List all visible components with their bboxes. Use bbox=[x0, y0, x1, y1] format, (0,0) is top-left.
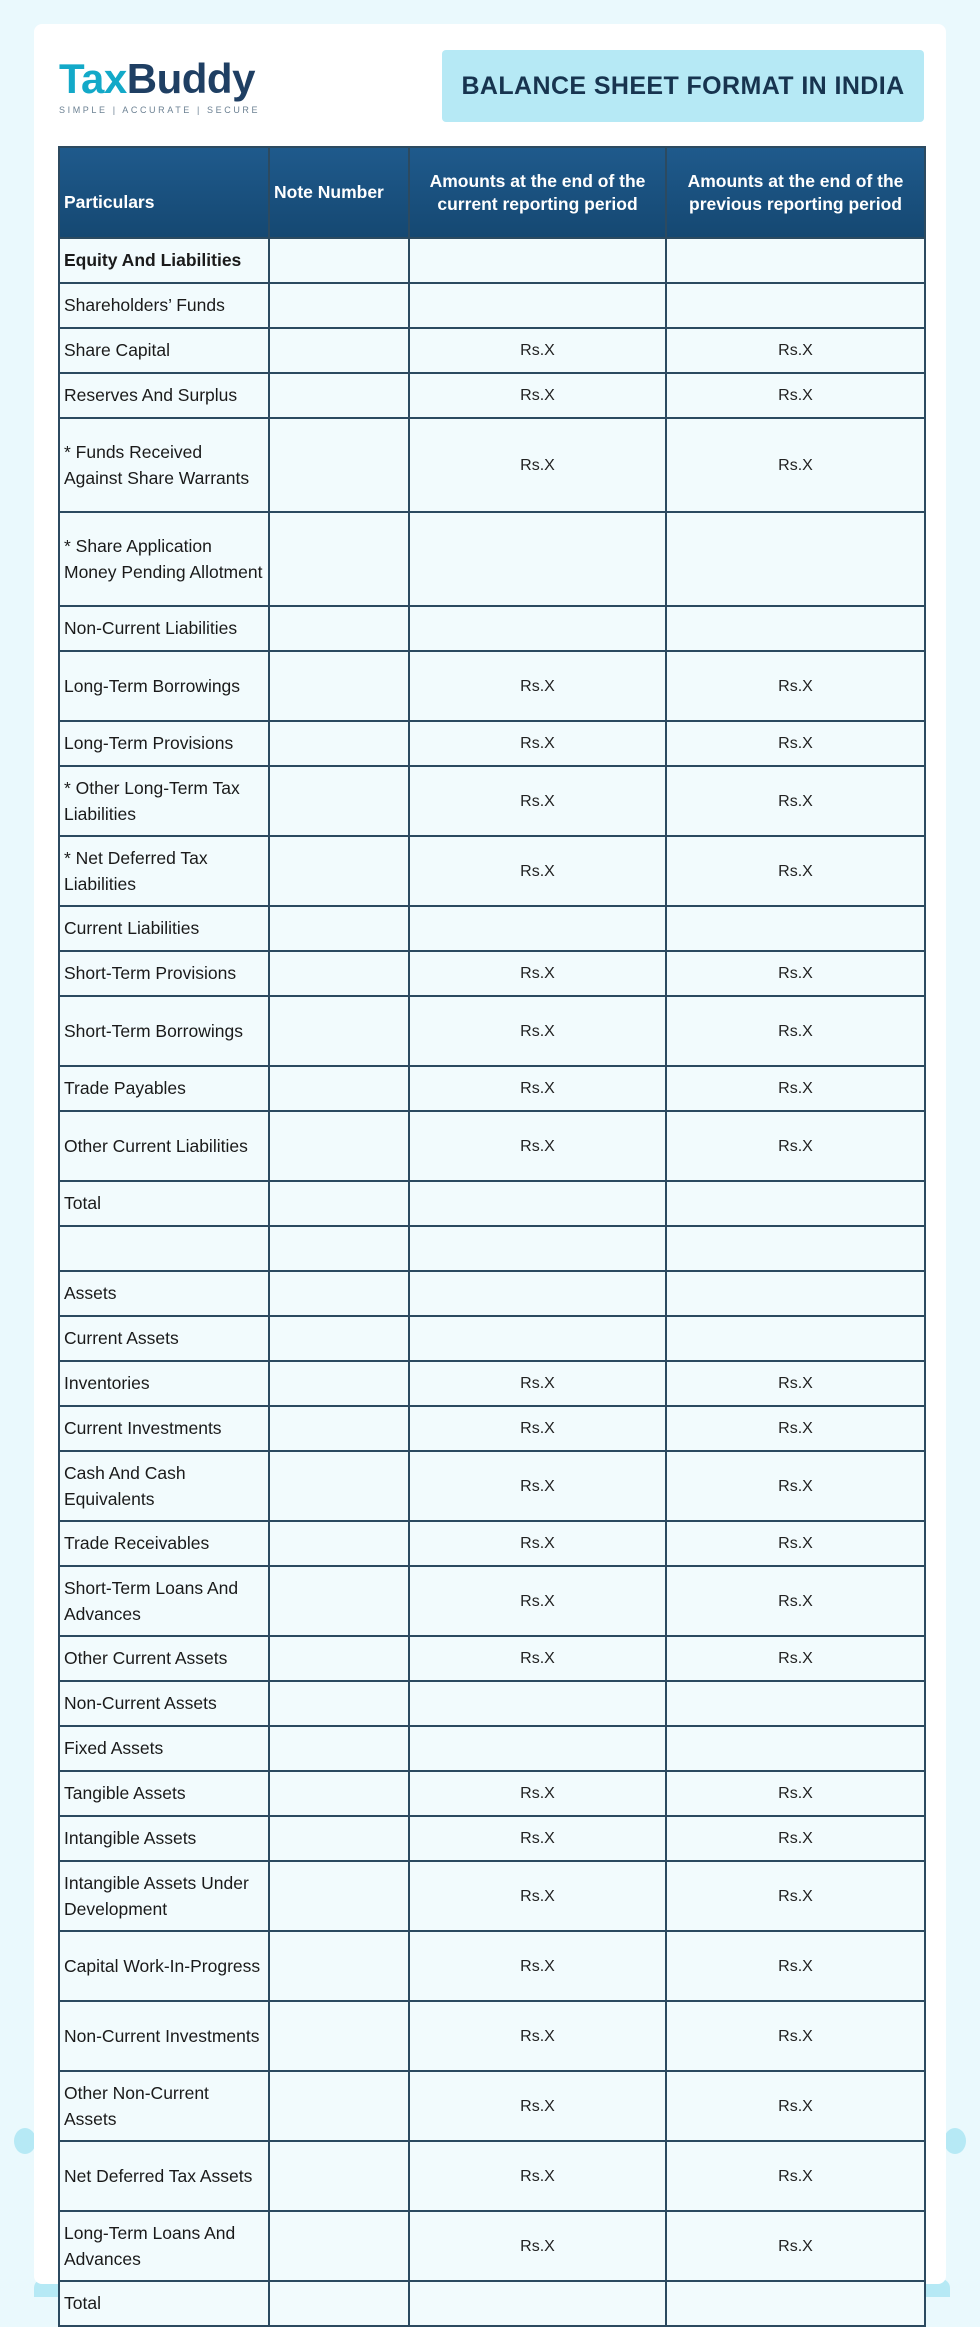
balance-sheet-card bbox=[34, 24, 946, 2314]
cell-particular: Short-Term Loans And Advances bbox=[59, 1566, 269, 1636]
cell-note-number bbox=[269, 512, 409, 606]
cell-current-amount: Rs.X bbox=[409, 996, 666, 1066]
cell-current-amount: Rs.X bbox=[409, 1406, 666, 1451]
table-row bbox=[59, 1636, 925, 1681]
header-row bbox=[59, 147, 925, 238]
cell-previous-amount: Rs.X bbox=[666, 1111, 925, 1181]
cell-particular: Long-Term Borrowings bbox=[59, 651, 269, 721]
cell-note-number bbox=[269, 1566, 409, 1636]
cell-current-amount: Rs.X bbox=[409, 1931, 666, 2001]
cell-previous-amount: Rs.X bbox=[666, 2211, 925, 2281]
table-row bbox=[59, 996, 925, 1066]
cell-note-number bbox=[269, 418, 409, 512]
cell-note-number bbox=[269, 2001, 409, 2071]
cell-particular: Short-Term Provisions bbox=[59, 951, 269, 996]
cell-note-number bbox=[269, 1861, 409, 1931]
cell-current-amount: Rs.X bbox=[409, 1451, 666, 1521]
cell-current-amount bbox=[409, 238, 666, 283]
cell-current-amount: Rs.X bbox=[409, 1361, 666, 1406]
cell-note-number bbox=[269, 721, 409, 766]
cell-particular: Short-Term Borrowings bbox=[59, 996, 269, 1066]
cell-current-amount: Rs.X bbox=[409, 721, 666, 766]
table-row bbox=[59, 2071, 925, 2141]
cell-particular: Net Deferred Tax Assets bbox=[59, 2141, 269, 2211]
taxbuddy-logo bbox=[59, 55, 261, 115]
table-row bbox=[59, 238, 925, 283]
table-row bbox=[59, 2281, 925, 2326]
cell-particular: Trade Payables bbox=[59, 1066, 269, 1111]
cell-current-amount bbox=[409, 1226, 666, 1271]
table-body bbox=[59, 238, 925, 2326]
header-current-period: Amounts at the end of the current reporting period bbox=[409, 147, 666, 238]
cell-previous-amount: Rs.X bbox=[666, 373, 925, 418]
cell-current-amount: Rs.X bbox=[409, 1111, 666, 1181]
cell-current-amount: Rs.X bbox=[409, 2211, 666, 2281]
cell-particular: * Other Long-Term Tax Liabilities bbox=[59, 766, 269, 836]
logo-word-buddy: Buddy bbox=[126, 55, 255, 102]
cell-current-amount: Rs.X bbox=[409, 766, 666, 836]
cell-previous-amount: Rs.X bbox=[666, 951, 925, 996]
cell-note-number bbox=[269, 1521, 409, 1566]
cell-particular: Total bbox=[59, 1181, 269, 1226]
cell-note-number bbox=[269, 373, 409, 418]
table-row bbox=[59, 1521, 925, 1566]
cell-note-number bbox=[269, 651, 409, 721]
cell-current-amount: Rs.X bbox=[409, 2141, 666, 2211]
table-row bbox=[59, 1271, 925, 1316]
cell-note-number bbox=[269, 766, 409, 836]
cell-previous-amount bbox=[666, 2281, 925, 2326]
cell-particular: Capital Work-In-Progress bbox=[59, 1931, 269, 2001]
table-row bbox=[59, 2211, 925, 2281]
cell-particular: Fixed Assets bbox=[59, 1726, 269, 1771]
cell-particular bbox=[59, 1226, 269, 1271]
cell-previous-amount: Rs.X bbox=[666, 996, 925, 1066]
cell-particular: Shareholders’ Funds bbox=[59, 283, 269, 328]
cell-note-number bbox=[269, 1726, 409, 1771]
table-row bbox=[59, 328, 925, 373]
table-row bbox=[59, 1066, 925, 1111]
cell-previous-amount: Rs.X bbox=[666, 766, 925, 836]
cell-particular: Current Investments bbox=[59, 1406, 269, 1451]
cell-note-number bbox=[269, 328, 409, 373]
decoration-side-right bbox=[944, 2128, 966, 2154]
cell-note-number bbox=[269, 1316, 409, 1361]
cell-current-amount: Rs.X bbox=[409, 1066, 666, 1111]
cell-note-number bbox=[269, 1636, 409, 1681]
cell-current-amount: Rs.X bbox=[409, 836, 666, 906]
table-row bbox=[59, 2141, 925, 2211]
table-row bbox=[59, 283, 925, 328]
cell-previous-amount: Rs.X bbox=[666, 1521, 925, 1566]
cell-previous-amount: Rs.X bbox=[666, 1406, 925, 1451]
cell-current-amount bbox=[409, 1681, 666, 1726]
cell-current-amount bbox=[409, 606, 666, 651]
cell-current-amount bbox=[409, 283, 666, 328]
cell-previous-amount: Rs.X bbox=[666, 1636, 925, 1681]
table-row bbox=[59, 1316, 925, 1361]
cell-particular: Tangible Assets bbox=[59, 1771, 269, 1816]
cell-particular: * Share Application Money Pending Allotment bbox=[59, 512, 269, 606]
cell-particular: Reserves And Surplus bbox=[59, 373, 269, 418]
cell-particular: Share Capital bbox=[59, 328, 269, 373]
cell-current-amount: Rs.X bbox=[409, 328, 666, 373]
cell-current-amount bbox=[409, 1181, 666, 1226]
cell-current-amount bbox=[409, 1726, 666, 1771]
cell-previous-amount bbox=[666, 1181, 925, 1226]
title-banner bbox=[442, 50, 924, 122]
logo-word-tax: Tax bbox=[59, 55, 127, 102]
cell-previous-amount bbox=[666, 1726, 925, 1771]
cell-particular: Other Current Liabilities bbox=[59, 1111, 269, 1181]
cell-particular: Equity And Liabilities bbox=[59, 238, 269, 283]
cell-note-number bbox=[269, 1111, 409, 1181]
cell-previous-amount bbox=[666, 512, 925, 606]
table-row bbox=[59, 512, 925, 606]
cell-note-number bbox=[269, 2141, 409, 2211]
cell-current-amount: Rs.X bbox=[409, 1816, 666, 1861]
cell-particular: Intangible Assets bbox=[59, 1816, 269, 1861]
cell-current-amount: Rs.X bbox=[409, 2071, 666, 2141]
cell-previous-amount bbox=[666, 906, 925, 951]
table-row bbox=[59, 1451, 925, 1521]
cell-previous-amount: Rs.X bbox=[666, 2071, 925, 2141]
table-row bbox=[59, 1361, 925, 1406]
cell-note-number bbox=[269, 238, 409, 283]
cell-current-amount bbox=[409, 906, 666, 951]
cell-note-number bbox=[269, 1271, 409, 1316]
cell-note-number bbox=[269, 951, 409, 996]
cell-particular: Assets bbox=[59, 1271, 269, 1316]
cell-current-amount bbox=[409, 1316, 666, 1361]
cell-current-amount: Rs.X bbox=[409, 1521, 666, 1566]
cell-current-amount: Rs.X bbox=[409, 1566, 666, 1636]
cell-note-number bbox=[269, 606, 409, 651]
cell-current-amount bbox=[409, 512, 666, 606]
header-previous-period: Amounts at the end of the previous reporting period bbox=[666, 147, 925, 238]
table-row bbox=[59, 1226, 925, 1271]
cell-note-number bbox=[269, 2281, 409, 2326]
table-row bbox=[59, 606, 925, 651]
table-row bbox=[59, 1726, 925, 1771]
cell-previous-amount: Rs.X bbox=[666, 721, 925, 766]
cell-particular: * Net Deferred Tax Liabilities bbox=[59, 836, 269, 906]
cell-previous-amount: Rs.X bbox=[666, 1066, 925, 1111]
cell-previous-amount bbox=[666, 283, 925, 328]
cell-note-number bbox=[269, 1931, 409, 2001]
table-row bbox=[59, 1816, 925, 1861]
cell-current-amount: Rs.X bbox=[409, 2001, 666, 2071]
cell-current-amount: Rs.X bbox=[409, 1861, 666, 1931]
cell-note-number bbox=[269, 1361, 409, 1406]
logo-tagline: SIMPLE | ACCURATE | SECURE bbox=[59, 105, 261, 115]
cell-current-amount: Rs.X bbox=[409, 418, 666, 512]
table-row bbox=[59, 651, 925, 721]
table-header bbox=[59, 147, 925, 238]
cell-note-number bbox=[269, 1816, 409, 1861]
cell-current-amount: Rs.X bbox=[409, 1636, 666, 1681]
cell-previous-amount bbox=[666, 1271, 925, 1316]
header-note-number: Note Number bbox=[269, 147, 409, 238]
cell-previous-amount: Rs.X bbox=[666, 2001, 925, 2071]
cell-note-number bbox=[269, 1451, 409, 1521]
table-row bbox=[59, 1406, 925, 1451]
cell-note-number bbox=[269, 836, 409, 906]
cell-previous-amount: Rs.X bbox=[666, 1361, 925, 1406]
cell-particular: Other Non-Current Assets bbox=[59, 2071, 269, 2141]
cell-particular: Current Liabilities bbox=[59, 906, 269, 951]
cell-previous-amount: Rs.X bbox=[666, 328, 925, 373]
cell-previous-amount: Rs.X bbox=[666, 1931, 925, 2001]
cell-previous-amount bbox=[666, 1681, 925, 1726]
cell-particular: Long-Term Provisions bbox=[59, 721, 269, 766]
table-row bbox=[59, 836, 925, 906]
cell-previous-amount: Rs.X bbox=[666, 1861, 925, 1931]
cell-particular: * Funds Received Against Share Warrants bbox=[59, 418, 269, 512]
cell-current-amount: Rs.X bbox=[409, 951, 666, 996]
cell-note-number bbox=[269, 1226, 409, 1271]
cell-particular: Intangible Assets Under Development bbox=[59, 1861, 269, 1931]
cell-note-number bbox=[269, 2071, 409, 2141]
cell-current-amount bbox=[409, 1271, 666, 1316]
cell-particular: Inventories bbox=[59, 1361, 269, 1406]
cell-particular: Non-Current Investments bbox=[59, 2001, 269, 2071]
cell-particular: Cash And Cash Equivalents bbox=[59, 1451, 269, 1521]
cell-particular: Current Assets bbox=[59, 1316, 269, 1361]
cell-note-number bbox=[269, 1681, 409, 1726]
table-row bbox=[59, 1931, 925, 2001]
table-row bbox=[59, 766, 925, 836]
cell-previous-amount: Rs.X bbox=[666, 836, 925, 906]
logo-wordmark bbox=[59, 55, 260, 102]
table-row bbox=[59, 373, 925, 418]
cell-previous-amount bbox=[666, 1226, 925, 1271]
table-row bbox=[59, 1771, 925, 1816]
cell-note-number bbox=[269, 2211, 409, 2281]
header-particulars: Particulars bbox=[59, 147, 269, 238]
cell-current-amount bbox=[409, 2281, 666, 2326]
cell-previous-amount: Rs.X bbox=[666, 1816, 925, 1861]
cell-particular: Other Current Assets bbox=[59, 1636, 269, 1681]
cell-current-amount: Rs.X bbox=[409, 1771, 666, 1816]
cell-note-number bbox=[269, 996, 409, 1066]
cell-note-number bbox=[269, 283, 409, 328]
table-row bbox=[59, 418, 925, 512]
cell-current-amount: Rs.X bbox=[409, 651, 666, 721]
cell-note-number bbox=[269, 1771, 409, 1816]
table-row bbox=[59, 1566, 925, 1636]
table-row bbox=[59, 906, 925, 951]
cell-particular: Total bbox=[59, 2281, 269, 2326]
cell-particular: Non-Current Liabilities bbox=[59, 606, 269, 651]
table-row bbox=[59, 1861, 925, 1931]
balance-sheet-table bbox=[58, 146, 926, 2327]
cell-particular: Non-Current Assets bbox=[59, 1681, 269, 1726]
table-row bbox=[59, 721, 925, 766]
page-title: BALANCE SHEET FORMAT IN INDIA bbox=[461, 71, 905, 100]
table-row bbox=[59, 1111, 925, 1181]
cell-particular: Long-Term Loans And Advances bbox=[59, 2211, 269, 2281]
cell-previous-amount bbox=[666, 1316, 925, 1361]
cell-previous-amount: Rs.X bbox=[666, 1451, 925, 1521]
cell-previous-amount: Rs.X bbox=[666, 418, 925, 512]
cell-previous-amount: Rs.X bbox=[666, 2141, 925, 2211]
cell-previous-amount: Rs.X bbox=[666, 1566, 925, 1636]
table-row bbox=[59, 2001, 925, 2071]
decoration-side-left bbox=[14, 2128, 36, 2154]
cell-particular: Trade Receivables bbox=[59, 1521, 269, 1566]
cell-current-amount: Rs.X bbox=[409, 373, 666, 418]
cell-previous-amount: Rs.X bbox=[666, 1771, 925, 1816]
cell-note-number bbox=[269, 1406, 409, 1451]
cell-previous-amount: Rs.X bbox=[666, 651, 925, 721]
cell-previous-amount bbox=[666, 606, 925, 651]
table-row bbox=[59, 1681, 925, 1726]
table-row bbox=[59, 951, 925, 996]
table-row bbox=[59, 1181, 925, 1226]
cell-note-number bbox=[269, 1066, 409, 1111]
cell-note-number bbox=[269, 1181, 409, 1226]
cell-note-number bbox=[269, 906, 409, 951]
cell-previous-amount bbox=[666, 238, 925, 283]
